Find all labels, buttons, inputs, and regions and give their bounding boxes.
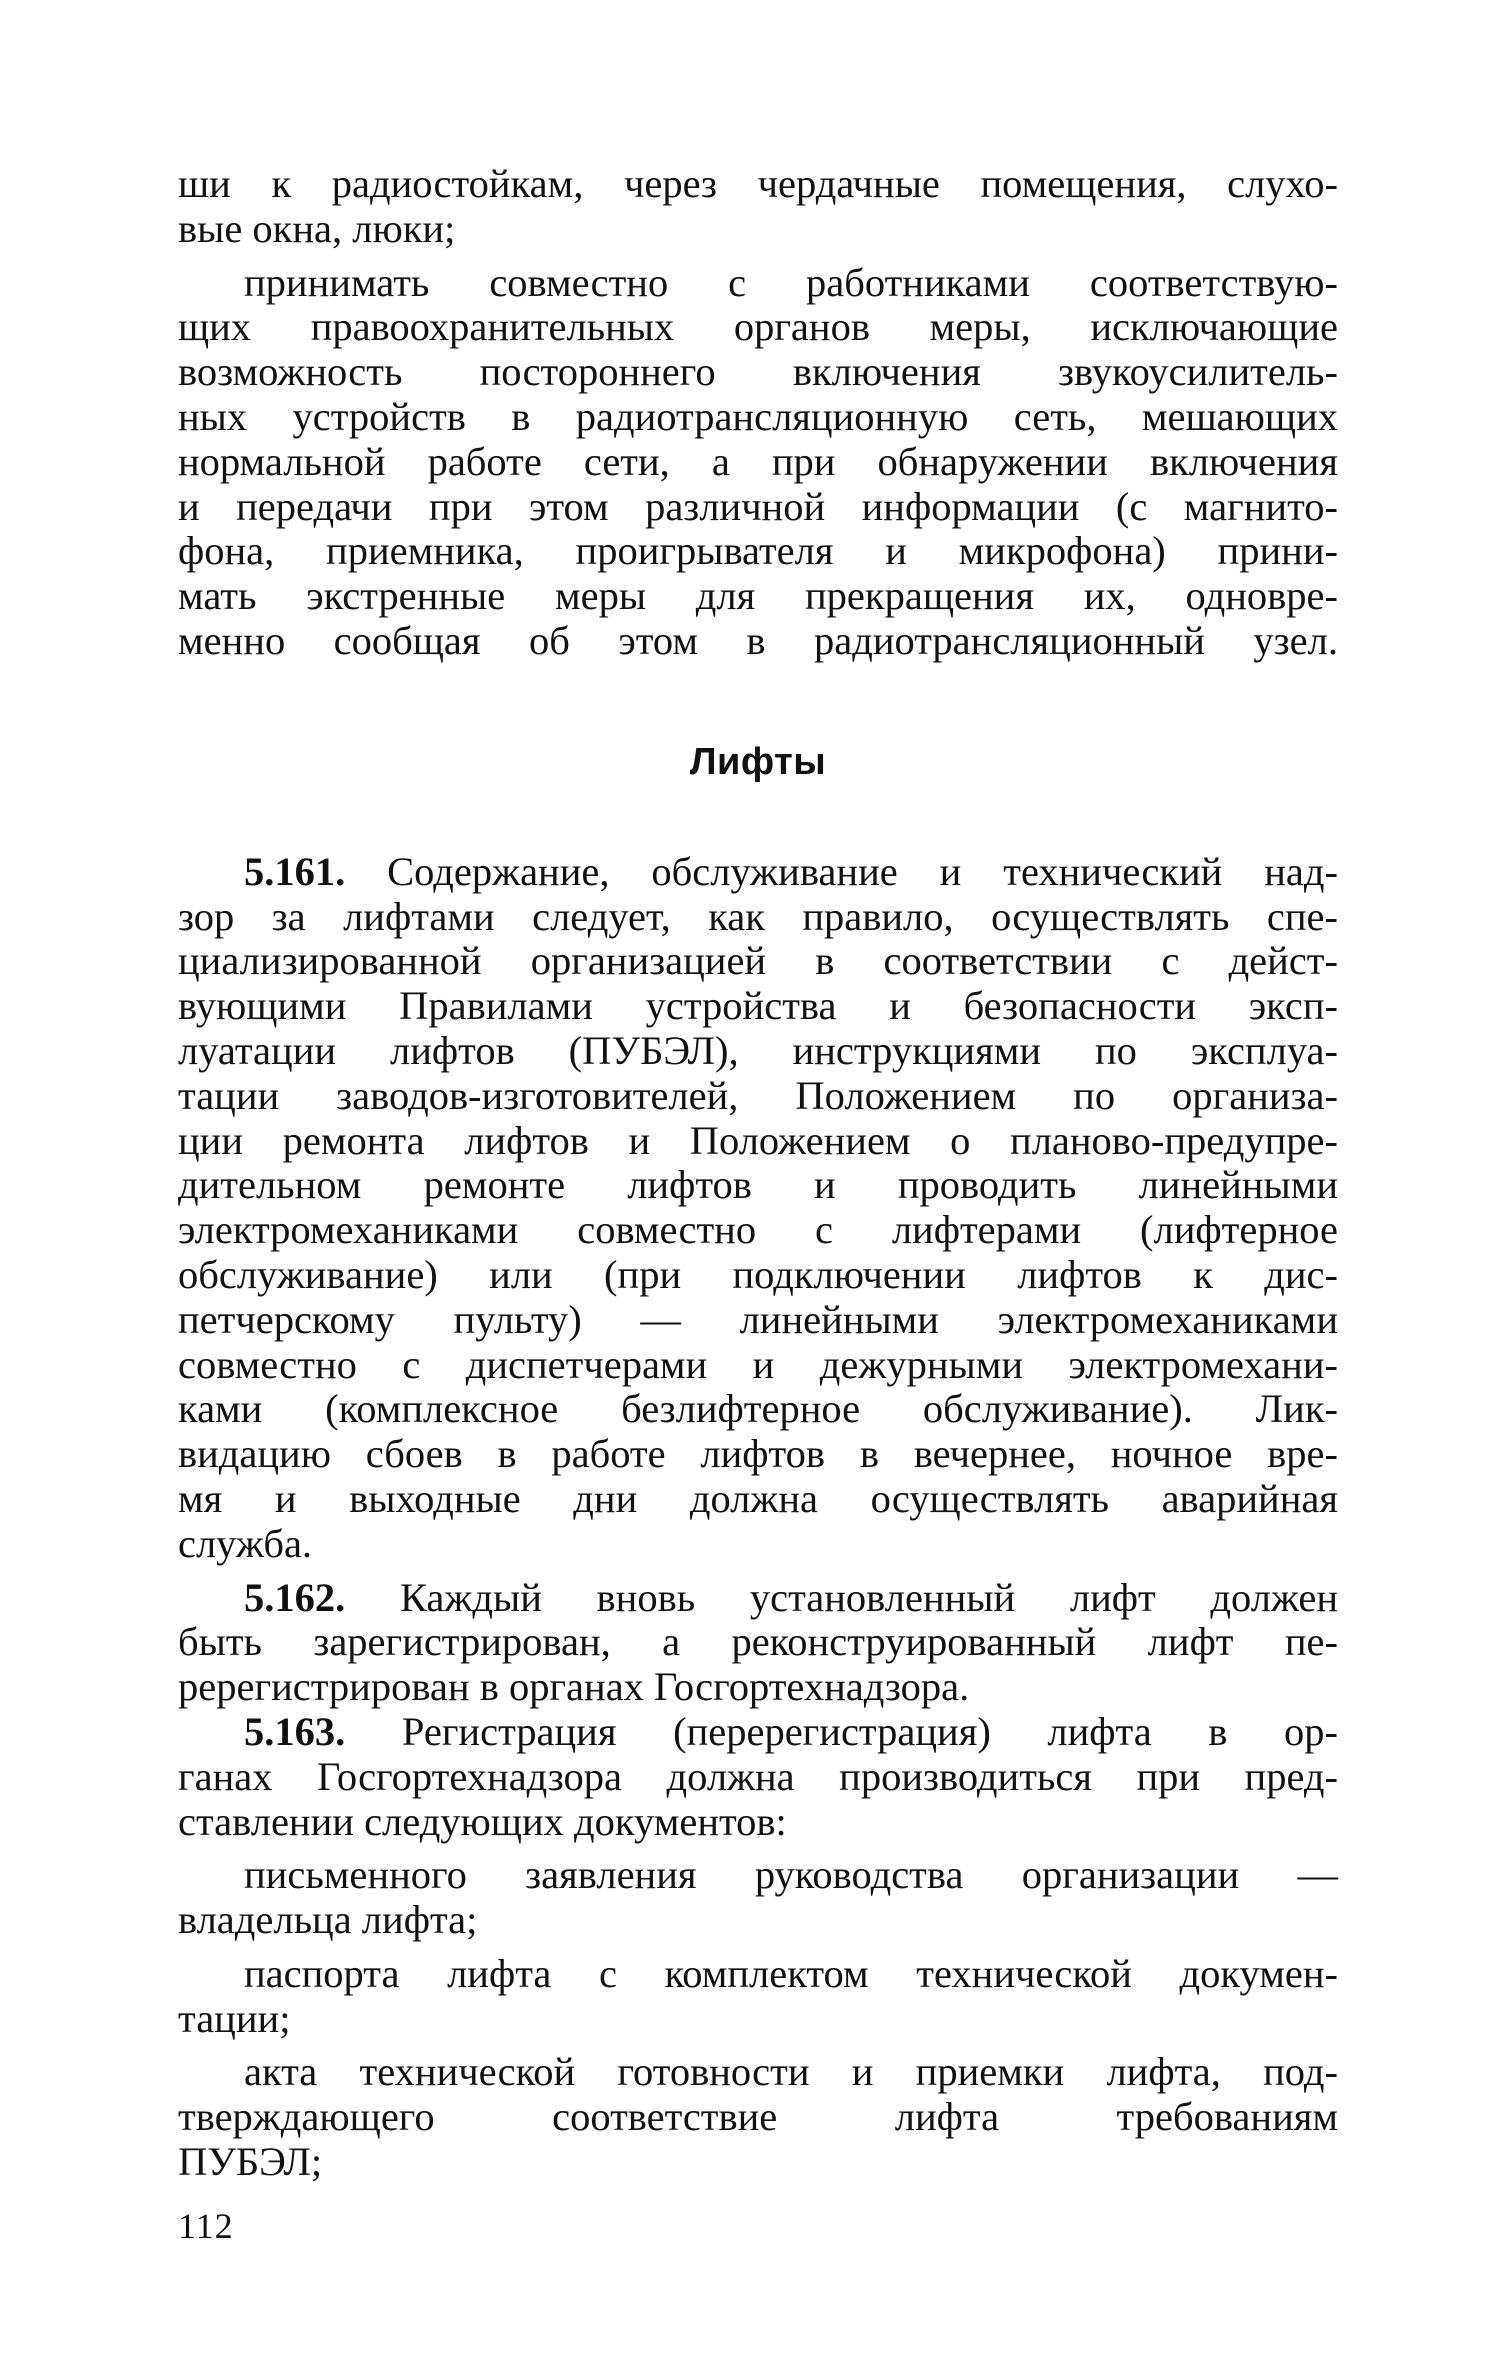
page-body [178, 162, 1338, 2185]
text-line: щих правоохранительных органов меры, исключающие [178, 304, 1338, 350]
text-line: быть зарегистрирован, а реконструированный лифт пе- [178, 1619, 1338, 1665]
clause-text: Каждый вновь установленный лифт должен [399, 1574, 1338, 1620]
text-line: возможность постороннего включения звукоусилитель- [178, 349, 1338, 395]
text-line: электромеханиками совместно с лифтерами (лифтерное [178, 1207, 1338, 1253]
clause-text: Регистрация (перерегистрация) лифта в ор- [401, 1708, 1339, 1754]
text-line: обслуживание) или (при подключении лифтов к дис- [178, 1251, 1338, 1297]
clause-5-161-first-line [178, 850, 1338, 895]
clause-5-163-first-line [178, 1710, 1338, 1755]
text-line: тации заводов-изготовителей, Положением по организа- [178, 1072, 1338, 1118]
clause-text: Содержание, обслуживание и технический над- [387, 848, 1338, 894]
text-line: ции ремонта лифтов и Положением о планово-предупре- [178, 1117, 1338, 1163]
text-line: мать экстренные меры для прекращения их, одновре- [178, 573, 1338, 619]
text-line: паспорта лифта с комплектом технической докумен- [244, 1950, 1338, 1996]
text-line: ставлении следующих документов: [178, 1798, 787, 1844]
text-line: совместно с диспетчерами и дежурными электромехани- [178, 1341, 1338, 1387]
text-line: вые окна, люки; [178, 205, 456, 251]
text-line: ками (комплексное безлифтерное обслуживание). Лик- [178, 1386, 1338, 1432]
text-line: и передачи при этом различной информации (с магнито- [178, 483, 1338, 529]
text-line: служба. [178, 1520, 313, 1566]
text-line: акта технической готовности и приемки лифта, под- [244, 2049, 1338, 2095]
text-line: зор за лифтами следует, как правило, осуществлять спе- [178, 893, 1338, 939]
text-line: принимать совместно с работниками соответствую- [244, 259, 1338, 305]
text-line: ганах Госгортехнадзора должна производиться при пред- [178, 1753, 1338, 1799]
text-line: владельца лифта; [178, 1897, 478, 1943]
section-heading: Лифты [689, 740, 827, 783]
text-line: менно сообщая об этом в радиотрансляционный узел. [178, 617, 1338, 663]
text-line: петчерскому пульту) — линейными электромеханиками [178, 1296, 1338, 1342]
text-line: ПУБЭЛ; [178, 2139, 323, 2185]
text-line: ререгистрирован в органах Госгортехнадзора. [178, 1664, 970, 1710]
text-line: циализированной организацией в соответствии с дейст- [178, 938, 1338, 984]
text-line: тации; [178, 1995, 291, 2041]
text-line: письменного заявления руководства организации — [244, 1852, 1338, 1898]
text-line: ши к радиостойкам, через чердачные помещения, слухо- [178, 161, 1338, 206]
clause-5-162-first-line [178, 1567, 1338, 1621]
text-line: видацию сбоев в работе лифтов в вечернее, ночное вре- [178, 1431, 1338, 1477]
text-line: дительном ремонте лифтов и проводить линейными [178, 1162, 1338, 1208]
text-line: мя и выходные дни должна осуществлять аварийная [178, 1475, 1338, 1521]
text-line: луатации лифтов (ПУБЭЛ), инструкциями по эксплуа- [178, 1027, 1338, 1073]
text-line: ных устройств в радиотрансляционную сеть, мешающих [178, 393, 1338, 439]
text-line: фона, приемника, проигрывателя и микрофона) прини- [178, 528, 1338, 574]
clause-number: 5.161. [244, 848, 346, 894]
clause-number: 5.163. [244, 1708, 346, 1754]
text-line: вующими Правилами устройства и безопасности эксп- [178, 983, 1338, 1029]
text-line: нормальной работе сети, а при обнаружении включения [178, 438, 1338, 484]
clause-number: 5.162. [244, 1574, 346, 1620]
text-line: тверждающего соответствие лифта требованиям [178, 2094, 1338, 2140]
page-number: 112 [178, 2206, 234, 2246]
